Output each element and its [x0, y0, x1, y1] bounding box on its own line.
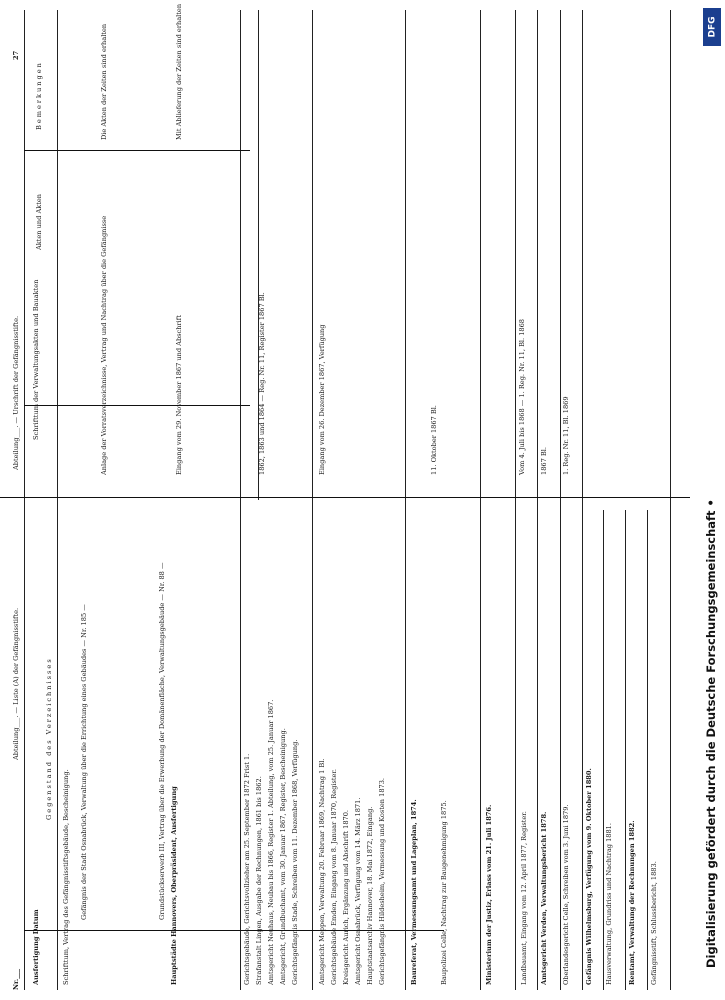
- ruling-line: [312, 10, 313, 990]
- left-entry-5: Amtsgericht Neuhaus, Neubau bis 1866, Register 1. Abteilung, vom 25. Januar 1867.: [267, 699, 275, 985]
- left-entry-6: Amtsgericht, Grundbuchamt, vom 30. Januar 1867, Register, Bescheinigung.: [279, 728, 287, 985]
- left-entry-13: Gerichtsgefängnis Hildesheim, Vermessung und Kosten 1873.: [378, 777, 386, 985]
- ruling-line: [670, 10, 671, 990]
- right-page-number: 27: [12, 50, 20, 60]
- left-column-header-date: Ausfertigung Datum: [32, 909, 40, 985]
- ruling-line: [24, 10, 25, 990]
- ruling-line: [537, 10, 538, 990]
- ruling-line: [603, 510, 604, 990]
- right-entry-4: 11. Oktober 1867 Bl.: [430, 405, 438, 475]
- left-lower-entry-6: Gefängnis Wilhelmsburg, Verfügung vom 9. Oktober 1880.: [585, 768, 593, 985]
- left-entry-7: Gerichtsgefängnis Stade, Schreiben vom 11. Dezember 1868, Verfügung.: [291, 739, 299, 985]
- ruling-line: [258, 10, 259, 500]
- left-page-header: Abteilung___. — Liste (A) der Gefängnisstifte.: [12, 607, 20, 760]
- page-fold-line: [0, 497, 690, 498]
- right-remark-1: Die Akten der Zeiten sind erhalten: [100, 23, 108, 140]
- right-page-header: Abteilung___. — Urschrift der Gefängnisstifte.: [12, 315, 20, 470]
- left-lower-entry-5: Oberlandesgericht Celle, Schreiben vom 3. Juni 1879.: [562, 804, 570, 985]
- left-entry-0: Schrifttum, Vertrag des Gefängnisstiftsgebäude, Bescheinigung.: [62, 769, 70, 985]
- right-entry-6: 1867 Bl.: [540, 447, 548, 475]
- left-lower-entry-9: Gefängnisstift, Schlussbericht, 1883.: [650, 861, 658, 985]
- dfg-logo-text: DFG: [707, 16, 718, 38]
- column-divider: [24, 930, 444, 931]
- ruling-line: [57, 10, 58, 990]
- right-entry-0: Anlage der Vorratsverzeichnisse, Vertrag und Nachtrag über die Gefängnisse: [100, 215, 108, 475]
- ruling-line: [647, 510, 648, 990]
- left-entry-4: Strafanstalt Lingen, Ausgabe der Rechnungen, 1861 bis 1862.: [255, 776, 263, 985]
- ruling-line: [560, 10, 561, 990]
- right-entry-5: Vom 4. Juli bis 1868 — 1. Reg. Nr. 11, Bl. 1868: [518, 318, 526, 475]
- column-divider: [24, 150, 250, 151]
- left-entry-3: Gerichtsgebäude, Gerichtsvollzieher am 25. September 1872 Frist 1.: [243, 753, 251, 985]
- right-entry-7: 1. Reg. Nr. 11, Bl. 1869: [562, 396, 570, 475]
- ruling-line: [625, 510, 626, 990]
- dfg-logo-icon: [703, 8, 721, 46]
- left-entry-11: Amtsgericht Osnabrück, Verfügung vom 14. März 1871.: [354, 797, 362, 985]
- ruling-line: [240, 10, 241, 990]
- left-lower-entry-4: Amtsgericht Verden, Verwaltungsbericht 1878.: [540, 811, 548, 985]
- left-entry-1: Gefängnis der Stadt Osnabrück, Verwaltung über die Errichtung eines Gebäudes — Nr. 185 —: [80, 604, 88, 920]
- right-entry-3: Eingang vom 26. Dezember 1867, Verfügung: [318, 324, 326, 475]
- left-lower-entry-3: Landbauamt, Eingang vom 12. April 1877, Register.: [520, 811, 528, 985]
- ruling-line: [405, 10, 406, 990]
- left-entry-12: Hauptstaatsarchiv Hannover, 18. Mai 1872, Eingang.: [366, 806, 374, 985]
- right-column-header-3: Bemerkungen: [35, 61, 43, 130]
- left-hannover-row: Hauptstädte Hannovers, Oberpräsident, Ausfertigung: [170, 786, 178, 985]
- left-lower-entry-8: Rentamt, Verwaltung der Rechnungen 1882.: [628, 820, 636, 985]
- left-lower-entry-2: Ministerium der Justiz, Erlass vom 21. Juli 1876.: [485, 804, 493, 985]
- left-lower-entry-1: Baupolizei Celle, Nachtrag zur Baugenehmigung 1875.: [440, 800, 448, 985]
- ruling-line: [480, 10, 481, 990]
- left-lower-entry-0: Baureferat, Vermessungsamt und Lageplan, 1874.: [410, 799, 418, 985]
- right-remark-2: Mit Ablieferung der Zeiten sind erhalten: [175, 3, 183, 140]
- left-entry-10: Kreisgericht Aurich, Ergänzung und Abschrift 1870.: [342, 809, 350, 985]
- right-entry-2: 1862, 1863 und 1864 — Reg. Nr. 11, Register 1867 Bl.: [258, 292, 266, 475]
- left-column-header-description: Gegenstand des Verzeichnisses: [45, 657, 53, 820]
- dfg-watermark-text: Digitalisierung gefördert durch die Deutsche Forschungsgemeinschaft •: [704, 499, 718, 968]
- ruling-line: [515, 10, 516, 990]
- ruling-line: [582, 10, 583, 990]
- left-entry-9: Gerichtsgebäude Emden, Eingang vom 8. Januar 1870, Register.: [330, 769, 338, 985]
- left-entry-2: Grundstückserwerb III, Vertrag über die Erwerbung der Domänenfläche, Verwaltungsgebäude — Nr. 88 —: [158, 562, 166, 920]
- left-page-number: Nr.___: [12, 968, 20, 990]
- right-column-header-1: Schrifttum der Verwaltungsakten und Bauakten: [32, 279, 40, 440]
- right-column-header-2: Akten und Akten: [35, 193, 43, 250]
- right-entry-1: Eingang vom 29. November 1867 und Abschrift: [175, 315, 183, 475]
- left-lower-entry-7: Hausverwaltung, Grundriss und Nachtrag 1881.: [605, 823, 613, 985]
- column-divider: [24, 405, 250, 406]
- left-entry-8: Amtsgericht Meppen, Verwaltung 20. Februar 1869, Nachtrag 1 Bl.: [318, 758, 326, 985]
